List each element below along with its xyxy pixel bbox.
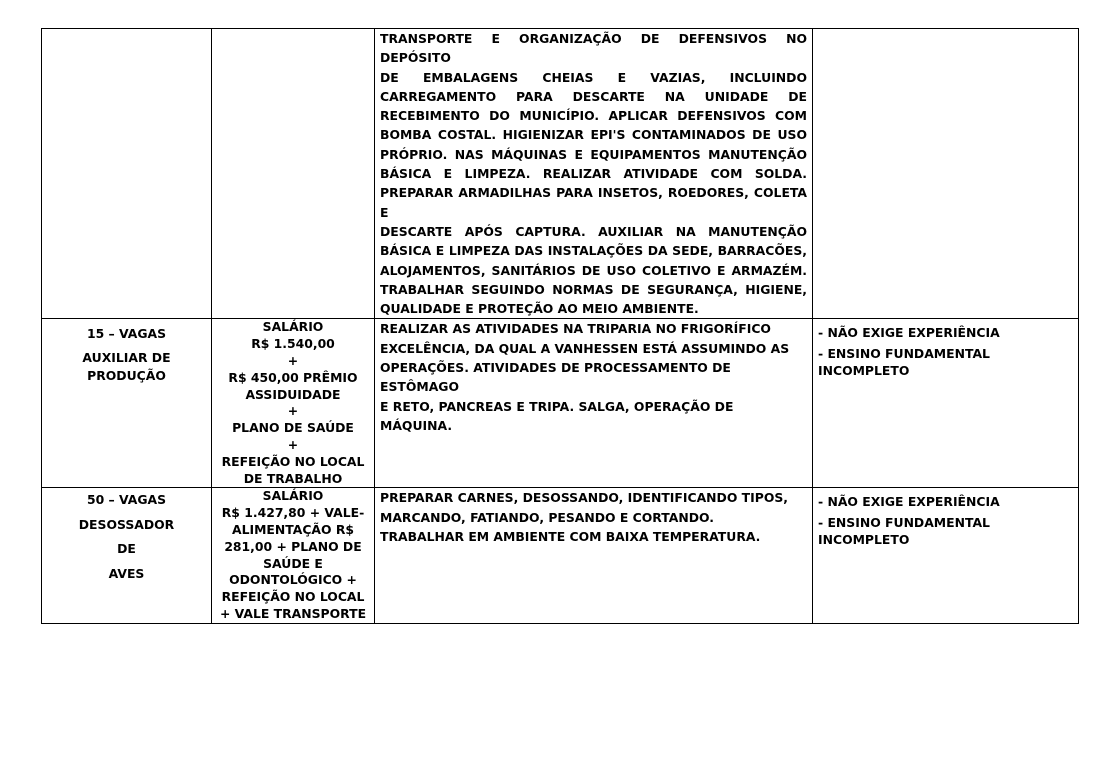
description-line: BOMBA COSTAL. HIGIENIZAR EPI'S CONTAMINADOS DE USO — [380, 127, 807, 143]
description-line: E RETO, PANCREAS E TRIPA. SALGA, OPERAÇÃO DE MÁQUINA. — [380, 398, 734, 433]
salary-line: + — [287, 403, 299, 419]
vacancy-cell — [42, 319, 212, 488]
salary-line: R$ 1.427,80 + VALE- — [221, 505, 365, 521]
salary-line: R$ 450,00 PRÊMIO — [228, 369, 358, 385]
job-title-line: DESOSSADOR — [78, 516, 175, 532]
vacancy-count: 15 – VAGAS — [86, 326, 167, 342]
description-line: TRABALHAR EM AMBIENTE COM BAIXA TEMPERATURA. — [380, 529, 761, 545]
salary-line: SALÁRIO — [262, 319, 324, 335]
requirement-item: - NÃO EXIGE EXPERIÊNCIA — [818, 325, 1000, 341]
description-line: PRÓPRIO. NAS MÁQUINAS E EQUIPAMENTOS MANUTENÇÃO — [380, 146, 807, 162]
description-line: CARREGAMENTO PARA DESCARTE NA UNIDADE DE — [380, 88, 807, 104]
salary-line: + — [287, 437, 299, 453]
description-line: ALOJAMENTOS, SANITÁRIOS DE USO COLETIVO E ARMAZÉM. — [380, 262, 807, 278]
description-line: DESCARTE APÓS CAPTURA. AUXILIAR NA MANUTENÇÃO — [380, 223, 807, 239]
salary-line: 281,00 + PLANO DE — [224, 538, 362, 554]
job-title-line: PRODUÇÃO — [87, 368, 166, 384]
description-line: REALIZAR AS ATIVIDADES NA TRIPARIA NO FRIGORÍFICO — [380, 321, 771, 337]
requirements-cell — [813, 29, 1079, 319]
salary-cell — [212, 29, 375, 319]
salary-line: R$ 1.540,00 — [251, 336, 335, 352]
salary-line: ASSIDUIDADE — [245, 386, 341, 402]
salary-line: SALÁRIO — [262, 488, 324, 504]
description-cell — [375, 29, 813, 319]
salary-cell — [212, 488, 375, 624]
description-cell — [375, 319, 813, 488]
description-line: DE EMBALAGENS CHEIAS E VAZIAS, INCLUINDO — [380, 69, 807, 85]
requirement-item: - NÃO EXIGE EXPERIÊNCIA — [818, 494, 1000, 510]
salary-line: REFEIÇÃO NO LOCAL — [221, 589, 365, 605]
description-line: BÁSICA E LIMPEZA. REALIZAR ATIVIDADE COM SOLDA. — [380, 166, 807, 182]
description-line: PREPARAR ARMADILHAS PARA INSETOS, ROEDORES, COLETA E — [380, 185, 807, 220]
requirements-cell — [813, 488, 1079, 624]
job-title-line: AUXILIAR DE — [82, 350, 171, 366]
description-cell — [375, 488, 813, 624]
vacancy-count: 50 – VAGAS — [86, 492, 167, 508]
job-listings-table — [41, 28, 1079, 624]
salary-line: ODONTOLÓGICO + — [229, 572, 357, 588]
description-line: QUALIDADE E PROTEÇÃO AO MEIO AMBIENTE. — [380, 301, 699, 317]
job-title-line: AVES — [108, 565, 145, 581]
requirement-item: - ENSINO FUNDAMENTAL INCOMPLETO — [818, 346, 990, 379]
salary-line: SAÚDE E — [263, 555, 323, 571]
vacancy-cell — [42, 29, 212, 319]
description-line: OPERAÇÕES. ATIVIDADES DE PROCESSAMENTO DE ESTÔMAGO — [380, 360, 731, 395]
salary-line: REFEIÇÃO NO LOCAL — [221, 453, 365, 469]
requirements-cell — [813, 319, 1079, 488]
salary-line: PLANO DE SAÚDE — [232, 420, 354, 436]
salary-line: DE TRABALHO — [243, 470, 343, 486]
description-line: MARCANDO, FATIANDO, PESANDO E CORTANDO. — [380, 509, 714, 525]
requirement-item: - ENSINO FUNDAMENTAL INCOMPLETO — [818, 515, 990, 548]
salary-line: + VALE TRANSPORTE — [219, 606, 367, 622]
table-row — [42, 488, 1079, 624]
salary-line: ALIMENTAÇÃO R$ — [231, 522, 355, 538]
description-line: RECEBIMENTO DO MUNICÍPIO. APLICAR DEFENSIVOS COM — [380, 108, 807, 124]
description-line: TRANSPORTE E ORGANIZAÇÃO DE DEFENSIVOS NO DEPÓSITO — [380, 31, 807, 66]
description-line: PREPARAR CARNES, DESOSSANDO, IDENTIFICANDO TIPOS, — [380, 490, 788, 506]
job-title-line: DE — [117, 541, 136, 557]
description-line: EXCELÊNCIA, DA QUAL A VANHESSEN ESTÁ ASSUMINDO AS — [380, 340, 790, 356]
table-row — [42, 29, 1079, 319]
description-line: BÁSICA E LIMPEZA DAS INSTALAÇÕES DA SEDE, BARRACÕES, — [380, 243, 807, 259]
table-row — [42, 319, 1079, 488]
salary-cell — [212, 319, 375, 488]
vacancy-cell — [42, 488, 212, 624]
description-line: TRABALHAR SEGUINDO NORMAS DE SEGURANÇA, HIGIENE, — [380, 281, 807, 297]
salary-line: + — [287, 353, 299, 369]
